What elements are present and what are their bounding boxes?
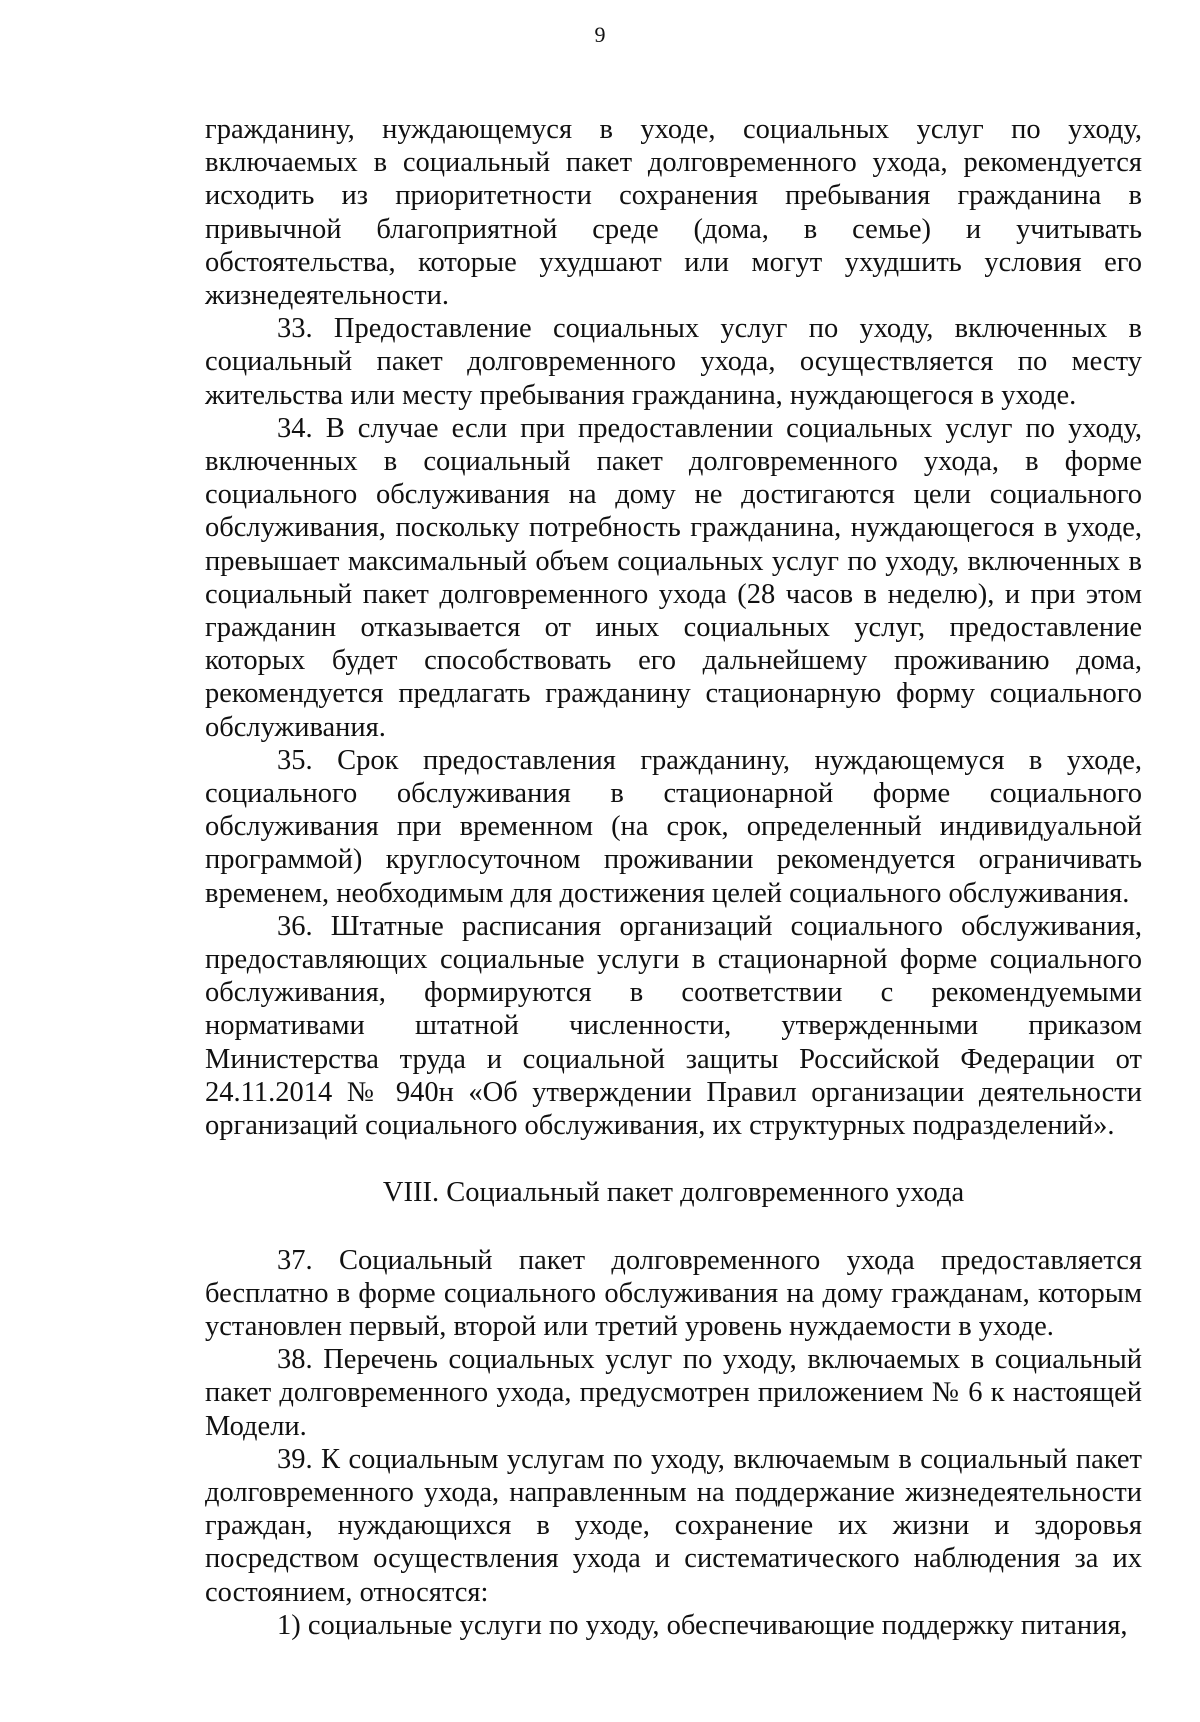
section-heading: VIII. Социальный пакет долговременного ухода xyxy=(382,1177,965,1209)
page-number: 9 xyxy=(594,22,606,47)
paragraph-33: 33. Предоставление социальных услуг по уходу, включенных в социальный пакет долговременного ухода, осуществляется по месту жительства или месту пребывания гражданина, нуждающегося в уходе. xyxy=(205,313,1142,411)
list-item-1: 1) социальные услуги по уходу, обеспечивающие поддержку питания, xyxy=(277,1609,1128,1641)
paragraph-37: 37. Социальный пакет долговременного ухода предоставляется бесплатно в форме социального обслуживания на дому гражданам, которым установлен первый, второй или третий уровень нуждаемости в уходе. xyxy=(205,1244,1142,1342)
paragraph-continuation: гражданину, нуждающемуся в уходе, социальных услуг по уходу, включаемых в социальный пакет долговременного ухода, рекомендуется исходить из приоритетности сохранения пребывания гражданина в привычной благоприятной среде (дома, в семье) и учитывать обстоятельства, которые ухудшают или могут ухудшить условия его жизнедеятельности. xyxy=(205,114,1142,312)
document-body xyxy=(205,113,1142,1642)
paragraph-35: 35. Срок предоставления гражданину, нуждающемуся в уходе, социального обслуживания в стационарной форме социального обслуживания при временном (на срок, определенный индивидуальной программой) круглосуточном проживании рекомендуется ограничивать временем, необходимым для достижения целей социального обслуживания. xyxy=(205,744,1142,909)
paragraph-38: 38. Перечень социальных услуг по уходу, включаемых в социальный пакет долговременного ухода, предусмотрен приложением № 6 к настоящей Модели. xyxy=(205,1344,1142,1442)
paragraph-36: 36. Штатные расписания организаций социального обслуживания, предоставляющих социальные услуги в стационарной форме социального обслуживания, формируются в соответствии с рекомендуемыми нормативами штатной численности, утвержденными приказом Министерства труда и социальной защиты Российской Федерации от 24.11.2014 № 940н «Об утверждении Правил организации деятельности организаций социального обслуживания, их структурных подразделений». xyxy=(205,910,1142,1142)
paragraph-39: 39. К социальным услугам по уходу, включаемым в социальный пакет долговременного ухода, направленным на поддержание жизнедеятельности граждан, нуждающихся в уходе, сохранение их жизни и здоровья посредством осуществления ухода и систематического наблюдения за их состоянием, относятся: xyxy=(205,1443,1142,1608)
paragraph-34: 34. В случае если при предоставлении социальных услуг по уходу, включенных в социальный пакет долговременного ухода, в форме социального обслуживания на дому не достигаются цели социального обслуживания, поскольку потребность гражданина, нуждающегося в уходе, превышает максимальный объем социальных услуг по уходу, включенных в социальный пакет долговременного ухода (28 часов в неделю), и при этом гражданин отказывается от иных социальных услуг, предоставление которых будет способствовать его дальнейшему проживанию дома, рекомендуется предлагать гражданину стационарную форму социального обслуживания. xyxy=(205,412,1142,743)
